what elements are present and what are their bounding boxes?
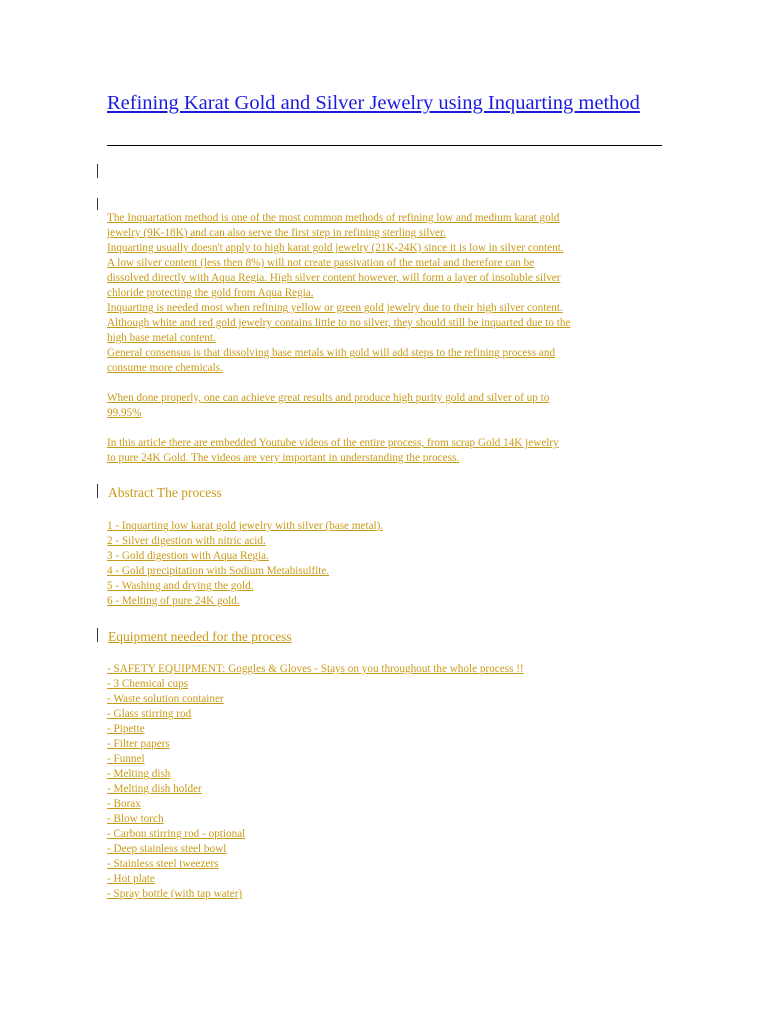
- intro-line: The Inquartation method is one of the most common methods of refining low and medium karat gold: [107, 212, 560, 224]
- purity-line: When done properly, one can achieve great results and produce high purity gold and silver of up to: [107, 392, 550, 404]
- equipment-item[interactable]: - Spray bottle (with tap water): [107, 888, 243, 900]
- purity-line: 99.95%: [107, 407, 142, 419]
- equipment-item[interactable]: - Borax: [107, 798, 141, 810]
- section-marker: [97, 628, 98, 642]
- section-marker: [97, 484, 98, 498]
- equipment-item[interactable]: - Pipette: [107, 723, 145, 735]
- equipment-item[interactable]: - SAFETY EQUIPMENT: Goggles & Gloves - Stays on you throughout the whole process !!: [107, 663, 524, 675]
- equipment-item[interactable]: - Stainless steel tweezers: [107, 858, 219, 870]
- equipment-item[interactable]: - Melting dish holder: [107, 783, 202, 795]
- equipment-item[interactable]: - Carbon stirring rod - optional: [107, 828, 246, 840]
- equipment-item[interactable]: - 3 Chemical cups: [107, 678, 189, 690]
- intro-line: A low silver content (less then 8%) will not create passivation of the metal and therefore can be: [107, 257, 535, 269]
- equipment-item[interactable]: - Funnel: [107, 753, 145, 765]
- video-line: to pure 24K Gold. The videos are very important in understanding the process.: [107, 452, 460, 464]
- intro-block[interactable]: [107, 211, 667, 466]
- equipment-item[interactable]: - Glass stirring rod: [107, 708, 192, 720]
- process-step[interactable]: 1 - Inquarting low karat gold jewelry with silver (base metal).: [107, 520, 384, 532]
- intro-line: Inquarting usually doesn't apply to high karat gold jewelry (21K-24K) since it is low in silver content.: [107, 242, 564, 254]
- intro-line: Although white and red gold jewelry contains little to no silver, they should still be inquarted due to the: [107, 317, 571, 329]
- text-cursor-marker: [97, 198, 98, 210]
- video-paragraph: [107, 436, 667, 466]
- intro-line: General consensus is that dissolving base metals with gold will add steps to the refining process and: [107, 347, 556, 359]
- process-step[interactable]: 2 - Silver digestion with nitric acid.: [107, 535, 266, 547]
- equipment-item[interactable]: - Filter papers: [107, 738, 170, 750]
- intro-line: high base metal content.: [107, 332, 216, 344]
- equipment-heading[interactable]: Equipment needed for the process: [108, 629, 292, 644]
- process-step[interactable]: 5 - Washing and drying the gold.: [107, 580, 254, 592]
- text-cursor-marker: [97, 164, 98, 178]
- process-step[interactable]: 3 - Gold digestion with Aqua Regia.: [107, 550, 269, 562]
- title-divider: [107, 145, 662, 146]
- equipment-item[interactable]: - Blow torch: [107, 813, 164, 825]
- process-step[interactable]: 6 - Melting of pure 24K gold.: [107, 595, 240, 607]
- purity-paragraph: [107, 391, 667, 421]
- page-title[interactable]: Refining Karat Gold and Silver Jewelry using Inquarting method: [107, 92, 640, 114]
- intro-paragraph: [107, 211, 667, 376]
- abstract-heading: Abstract The process: [108, 485, 222, 500]
- equipment-item[interactable]: - Melting dish: [107, 768, 171, 780]
- equipment-list: [107, 662, 667, 902]
- intro-line: jewelry (9K-18K) and can also serve the first step in refining sterling silver.: [107, 227, 446, 239]
- equipment-item[interactable]: - Deep stainless steel bowl: [107, 843, 227, 855]
- equipment-item[interactable]: - Waste solution container: [107, 693, 224, 705]
- video-line: In this article there are embedded Youtube videos of the entire process, from scrap Gold 14K jewelry: [107, 437, 559, 449]
- process-steps-list: [107, 519, 667, 609]
- equipment-item[interactable]: - Hot plate: [107, 873, 155, 885]
- intro-line: chloride protecting the gold from Aqua Regia.: [107, 287, 314, 299]
- process-step[interactable]: 4 - Gold precipitation with Sodium Metabisulfite.: [107, 565, 330, 577]
- intro-line: dissolved directly with Aqua Regia. High silver content however, will form a layer of insoluble silver: [107, 272, 561, 284]
- intro-line: Inquarting is needed most when refining yellow or green gold jewelry due to their high silver content.: [107, 302, 563, 314]
- intro-line: consume more chemicals.: [107, 362, 223, 374]
